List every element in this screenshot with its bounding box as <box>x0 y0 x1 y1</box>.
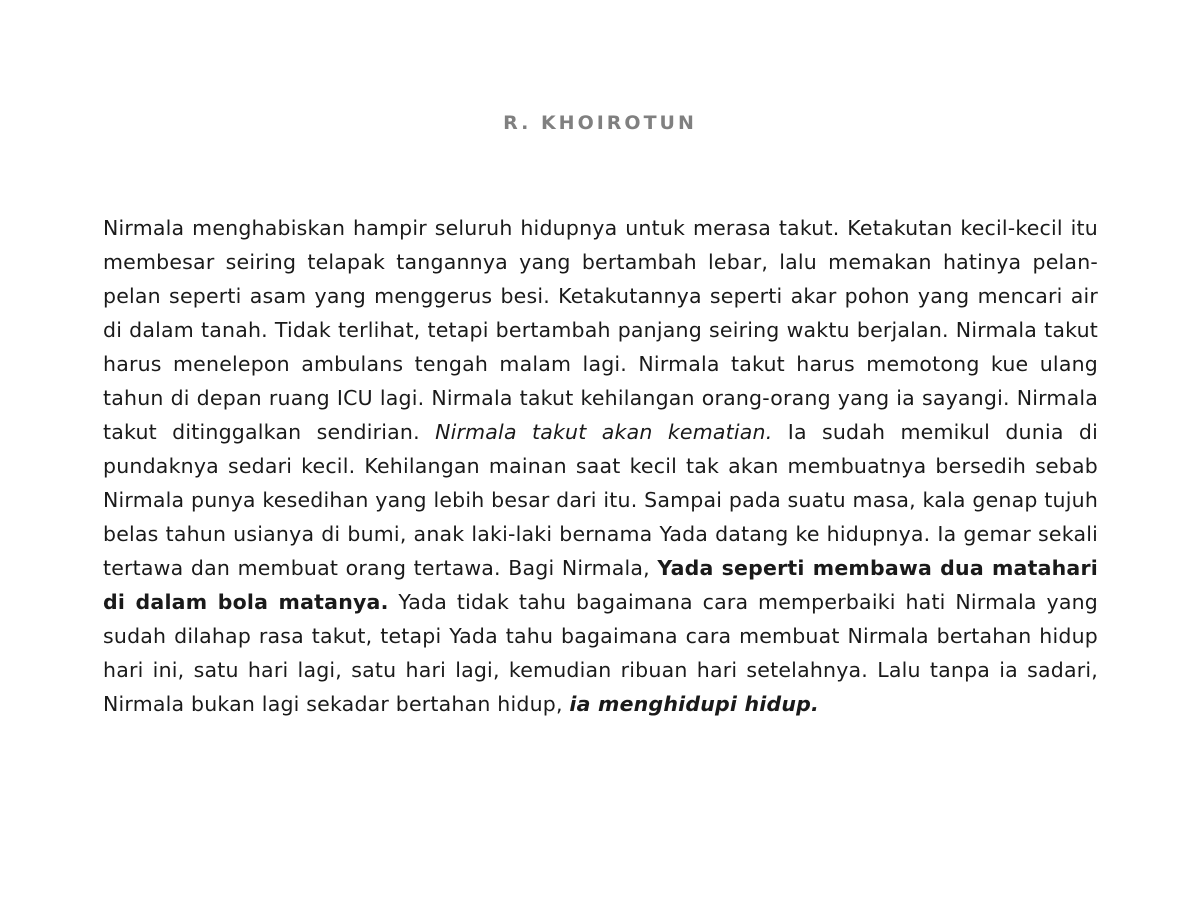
author-heading: R. KHOIROTUN <box>503 112 697 134</box>
paragraph-text-2: Ia sudah memikul dunia di pundaknya sedari kecil. Kehilangan mainan saat kecil tak akan membuatnya bersedih sebab Nirmala punya kesedihan yang lebih besar dari itu. Sampai pada suatu masa, kala genap tujuh belas tahun usianya di bumi, anak laki-laki bernama Yada datang ke hidupnya. Ia gemar sekali tertawa dan membuat orang tertawa. Bagi Nirmala, <box>103 420 1099 580</box>
story-paragraph <box>103 211 1098 721</box>
paragraph-bold-text: Yada seperti membawa dua matahari di dalam bola matanya. <box>103 556 1098 614</box>
paragraph-italic-text: Nirmala takut akan kematian. <box>435 420 773 444</box>
paragraph-text-3: Yada tidak tahu bagaimana cara memperbaiki hati Nirmala yang sudah dilahap rasa takut, tetapi Yada tahu bagaimana cara membuat Nirmala bertahan hidup hari ini, satu hari lagi, satu hari lagi, kemudian ribuan hari setelahnya. Lalu tanpa ia sadari, Nirmala bukan lagi sekadar bertahan hidup, <box>103 590 1099 716</box>
paragraph-bold-italic-text: ia menghidupi hidup. <box>569 692 820 716</box>
paragraph-text-1: Nirmala menghabiskan hampir seluruh hidupnya untuk merasa takut. Ketakutan kecil-kecil itu membesar seiring telapak tangannya yang bertambah lebar, lalu memakan hatinya pelan-pelan seperti asam yang menggerus besi. Ketakutannya seperti akar pohon yang mencari air di dalam tanah. Tidak terlihat, tetapi bertambah panjang seiring waktu berjalan. Nirmala takut harus menelepon ambulans tengah malam lagi. Nirmala takut harus memotong kue ulang tahun di depan ruang ICU lagi. Nirmala takut kehilangan orang-orang yang ia sayangi. Nirmala takut ditinggalkan sendirian. <box>103 216 1098 444</box>
